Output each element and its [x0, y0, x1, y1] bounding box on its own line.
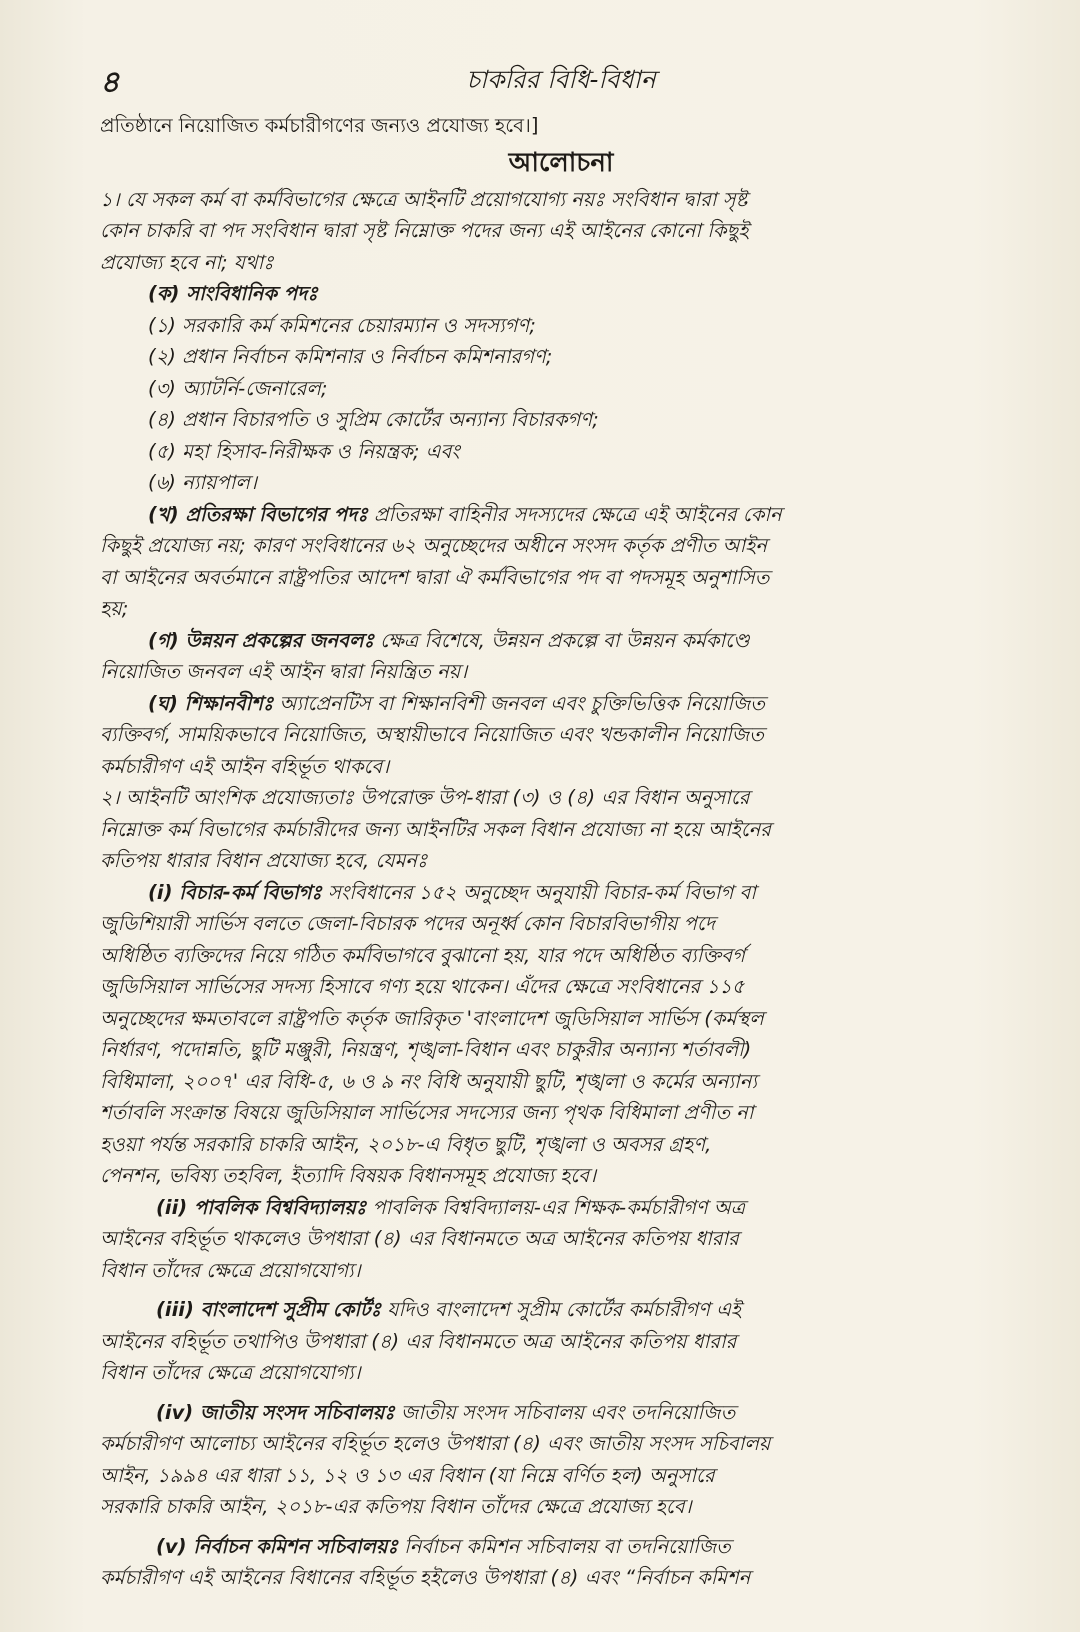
page-header	[100, 58, 1022, 110]
section-heading: আলোচনা	[508, 147, 614, 178]
ga-first-line	[100, 625, 1022, 657]
ii-first-line	[100, 1192, 1022, 1224]
p2-line: ২। আইনটি আংশিক প্রযোজ্যতাঃ উপরোক্ত উপ-ধারা (৩) ও (৪) এর বিধান অনুসারে	[100, 786, 750, 809]
spacer	[100, 1389, 1022, 1397]
kha-lead: (খ) প্রতিরক্ষা বিভাগের পদঃ	[148, 502, 368, 526]
ii-line: আইনের বহির্ভূত থাকলেও উপধারা (৪) এর বিধানমতে অত্র আইনের কতিপয় ধারার	[100, 1227, 739, 1250]
ka-item: (৬) ন্যায়পাল।	[148, 471, 257, 494]
page-number: ৪	[100, 65, 120, 100]
kha-line: কিছুই প্রযোজ্য নয়; কারণ সংবিধানের ৬২ অনুচ্ছেদের অধীনে সংসদ কর্তৃক প্রণীত আইন	[100, 534, 768, 557]
i-lead: (i) বিচার-কর্ম বিভাগঃ	[148, 880, 322, 904]
i-line: বিধিমালা, ২০০৭' এর বিধি-৫, ৬ ও ৯ নং বিধি অনুযায়ী ছুটি, শৃঙ্খলা ও কর্মের অন্যান্য	[100, 1069, 758, 1093]
ii-text: পাবলিক বিশ্ববিদ্যালয়-এর শিক্ষক-কর্মচারীগণ অত্র	[366, 1195, 746, 1219]
i-line: নির্ধারণ, পদোন্নতি, ছুটি মঞ্জুরী, নিয়ন্ত্রণ, শৃঙ্খলা-বিধান এবং চাকুরীর অন্যান্য শর্তাবলী)	[100, 1038, 752, 1061]
iii-lead: (iii) বাংলাদেশ সুপ্রীম কোর্টঃ	[156, 1298, 382, 1321]
iv-line: সরকারি চাকরি আইন, ২০১৮-এর কতিপয় বিধান তাঁদের ক্ষেত্রে প্রযোজ্য হবে।	[100, 1495, 692, 1518]
ka-item: (৫) মহা হিসাব-নিরীক্ষক ও নিয়ন্ত্রক; এবং	[148, 439, 460, 463]
ka-item: (১) সরকারি কর্ম কমিশনের চেয়ারম্যান ও সদস্যগণ;	[148, 313, 536, 337]
gha-line: কর্মচারীগণ এই আইন বহির্ভূত থাকবে।	[100, 754, 390, 778]
iv-line: কর্মচারীগণ আলোচ্য আইনের বহির্ভূত হলেও উপধারা (৪) এবং জাতীয় সংসদ সচিবালয়	[100, 1432, 771, 1455]
i-line: শর্তাবলি সংক্রান্ত বিষয়ে জুডিসিয়াল সার্ভিসের সদস্যের জন্য পৃথক বিধিমালা প্রণীত না	[100, 1101, 754, 1124]
ii-lead: (ii) পাবলিক বিশ্ববিদ্যালয়ঃ	[156, 1195, 367, 1219]
iii-text: যদিও বাংলাদেশ সুপ্রীম কোর্টের কর্মচারীগণ এই	[381, 1298, 742, 1321]
ka-item: (২) প্রধান নির্বাচন কমিশনার ও নির্বাচন কমিশনারগণ;	[148, 345, 553, 368]
ga-lead: (গ) উন্নয়ন প্রকল্পের জনবলঃ	[148, 628, 374, 652]
i-line: জুডিসিয়াল সার্ভিসের সদস্য হিসাবে গণ্য হয়ে থাকেন। এঁদের ক্ষেত্রে সংবিধানের ১১৫	[100, 975, 745, 998]
iv-lead: (iv) জাতীয় সংসদ সচিবালয়ঃ	[156, 1400, 395, 1424]
v-first-line	[100, 1531, 1022, 1563]
ga-line: নিয়োজিত জনবল এই আইন দ্বারা নিয়ন্ত্রিত নয়।	[100, 660, 468, 683]
iv-line: আইন, ১৯৯৪ এর ধারা ১১, ১২ ও ১৩ এর বিধান (যা নিম্নে বর্ণিত হল) অনুসারে	[100, 1463, 715, 1487]
gha-line: ব্যক্তিবর্গ, সাময়িকভাবে নিয়োজিত, অস্থায়ীভাবে নিয়োজিত এবং খন্ডকালীন নিয়োজিত	[100, 723, 764, 746]
iii-line: বিধান তাঁদের ক্ষেত্রে প্রয়োগযোগ্য।	[100, 1361, 361, 1384]
i-line: অধিষ্ঠিত ব্যক্তিদের নিয়ে গঠিত কর্মবিভাগবে বুঝানো হয়, যার পদে অধিষ্ঠিত ব্যক্তিবর্গ	[100, 943, 745, 967]
i-line: পেনশন, ভবিষ্য তহবিল, ইত্যাদি বিষয়ক বিধানসমূহ প্রযোজ্য হবে।	[100, 1164, 597, 1187]
ka-item: (৪) প্রধান বিচারপতি ও সুপ্রিম কোর্টের অন্যান্য বিচারকগণ;	[148, 408, 599, 431]
kha-line: হয়;	[100, 597, 129, 620]
gha-text: অ্যাপ্রেনটিস বা শিক্ষানবিশী জনবল এবং চুক্তিভিত্তিক নিয়োজিত	[273, 691, 765, 715]
gha-first-line	[100, 688, 1022, 720]
p1-line: ১। যে সকল কর্ম বা কর্মবিভাগের ক্ষেত্রে আইনটি প্রয়োগযোগ্য নয়ঃ সংবিধান দ্বারা সৃষ্ট	[100, 187, 748, 211]
p2-line: নিম্নোক্ত কর্ম বিভাগের কর্মচারীদের জন্য আইনটির সকল বিধান প্রযোজ্য না হয়ে আইনের	[100, 817, 772, 841]
spacer	[100, 1286, 1022, 1294]
running-title: চাকরির বিধি-বিধান	[466, 65, 656, 94]
i-line: হওয়া পর্যন্ত সরকারি চাকরি আইন, ২০১৮-এ বিধৃত ছুটি, শৃঙ্খলা ও অবসর গ্রহণ,	[100, 1132, 712, 1156]
spacer	[100, 1523, 1022, 1531]
i-line: অনুচ্ছেদের ক্ষমতাবলে রাষ্ট্রপতি কর্তৃক জারিকৃত 'বাংলাদেশ জুডিসিয়াল সার্ভিস (কর্মস্থল	[100, 1006, 764, 1030]
gha-lead: (ঘ) শিক্ষানবীশঃ	[148, 691, 274, 715]
kha-line: বা আইনের অবর্তমানে রাষ্ট্রপতির আদেশ দ্বারা ঐ কর্মবিভাগের পদ বা পদসমূহ অনুশাসিত	[100, 565, 770, 589]
v-line: কর্মচারীগণ এই আইনের বিধানের বহির্ভূত হইলেও উপধারা (৪) এবং “নির্বাচন কমিশন	[100, 1566, 751, 1589]
ga-text: ক্ষেত্র বিশেষে, উন্নয়ন প্রকল্পে বা উন্নয়ন কর্মকাণ্ডে	[373, 628, 750, 652]
ka-title: (ক) সাংবিধানিক পদঃ	[148, 282, 318, 305]
intro-line: প্রতিষ্ঠানে নিয়োজিত কর্মচারীগণের জন্যও প্রযোজ্য হবে।]	[100, 114, 539, 137]
i-line: জুডিশিয়ারী সার্ভিস বলতে জেলা-বিচারক পদের অনূর্ধ্ব কোন বিচারবিভাগীয় পদে	[100, 912, 715, 935]
v-text: নির্বাচন কমিশন সচিবালয় বা তদনিয়োজিত	[397, 1534, 731, 1558]
i-first-line	[100, 877, 1022, 909]
kha-text: প্রতিরক্ষা বাহিনীর সদস্যদের ক্ষেত্রে এই আইনের কোন	[367, 502, 782, 526]
v-lead: (v) নির্বাচন কমিশন সচিবালয়ঃ	[156, 1534, 398, 1558]
kha-first-line	[100, 499, 1022, 531]
p2-line: কতিপয় ধারার বিধান প্রযোজ্য হবে, যেমনঃ	[100, 849, 428, 872]
p1-line: প্রযোজ্য হবে না; যথাঃ	[100, 250, 274, 274]
ii-line: বিধান তাঁদের ক্ষেত্রে প্রয়োগযোগ্য।	[100, 1258, 361, 1282]
iv-first-line	[100, 1397, 1022, 1429]
ka-item: (৩) অ্যাটর্নি-জেনারেল;	[148, 376, 328, 400]
i-text: সংবিধানের ১৫২ অনুচ্ছেদ অনুযায়ী বিচার-কর্ম বিভাগ বা	[321, 880, 756, 904]
p1-line: কোন চাকরি বা পদ সংবিধান দ্বারা সৃষ্ট নিম্নোক্ত পদের জন্য এই আইনের কোনো কিছুই	[100, 219, 749, 242]
iii-first-line	[100, 1294, 1022, 1326]
iv-text: জাতীয় সংসদ সচিবালয় এবং তদনিয়োজিত	[394, 1400, 736, 1424]
iii-line: আইনের বহির্ভূত তথাপিও উপধারা (৪) এর বিধানমতে অত্র আইনের কতিপয় ধারার	[100, 1329, 737, 1353]
